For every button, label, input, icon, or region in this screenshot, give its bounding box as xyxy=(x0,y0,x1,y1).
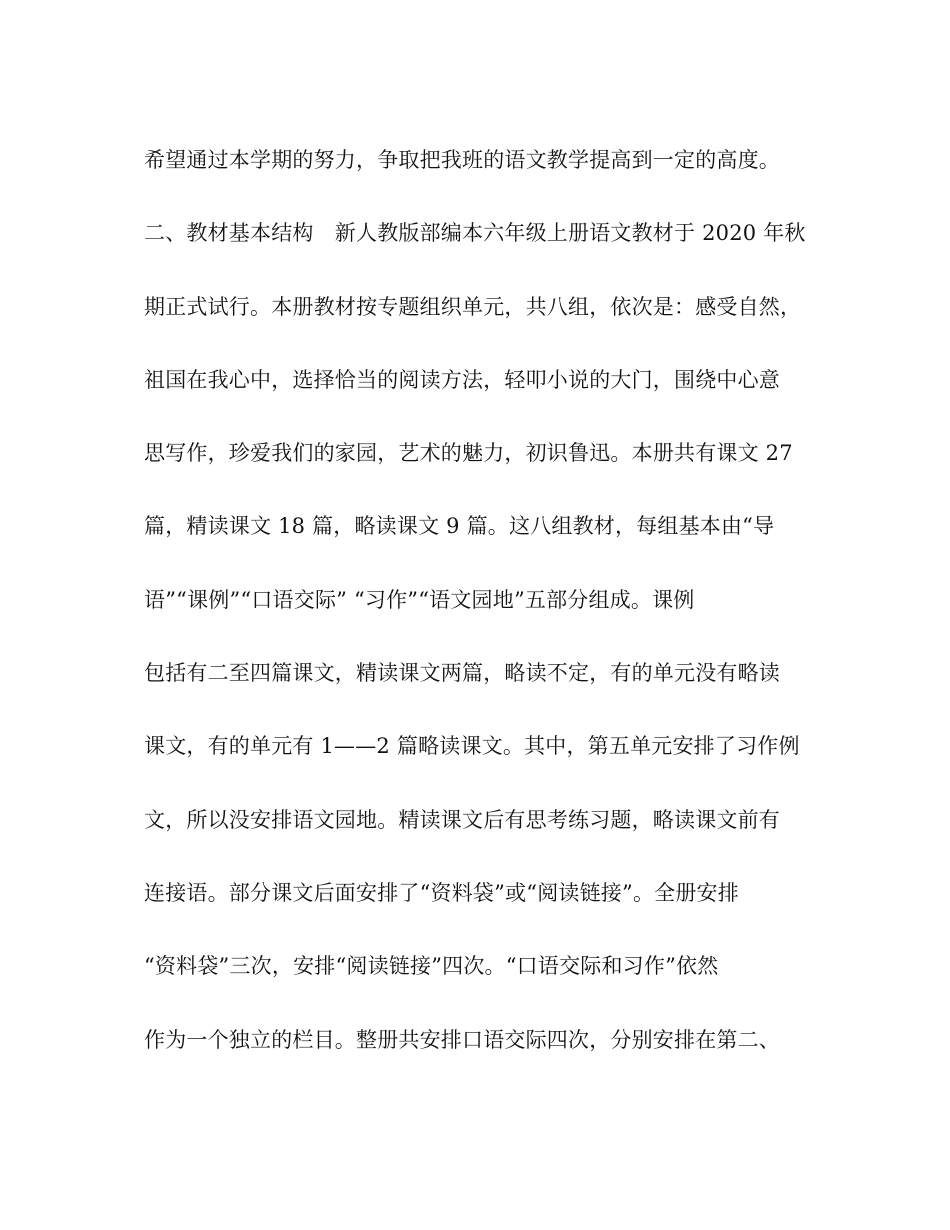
body-text xyxy=(144,136,824,1089)
text-line-2: 二、教材基本结构 新人教版部编本六年级上册语文教材于 2020 年秋 xyxy=(144,221,806,246)
text-line-3: 期正式试行。本册教材按专题组织单元，共八组，依次是：感受自然， xyxy=(144,294,802,319)
text-line-9: 课文，有的单元有 1——2 篇略读课文。其中，第五单元安排了习作例 xyxy=(144,734,800,759)
text-line-11: 连接语。部分课文后面安排了“资料袋”或“阅读链接”。全册安排 xyxy=(144,880,739,905)
text-line-8: 包括有二至四篇课文，精读课文两篇，略读不定，有的单元没有略读 xyxy=(144,661,780,686)
text-line-1: 希望通过本学期的努力，争取把我班的语文教学提高到一定的高度。 xyxy=(144,148,780,172)
text-line-12: “资料袋”三次，安排“阅读链接”四次。“口语交际和习作”依然 xyxy=(144,954,719,979)
text-line-6: 篇，精读课文 18 篇，略读课文 9 篇。这八组教材，每组基本由“导 xyxy=(144,514,775,539)
text-line-5: 思写作，珍爱我们的家园，艺术的魅力，初识鲁迅。本册共有课文 27 xyxy=(144,441,793,466)
text-line-4: 祖国在我心中，选择恰当的阅读方法，轻叩小说的大门，围绕中心意 xyxy=(144,367,780,392)
text-line-7: 语”“课例”“口语交际” “习作”“语文园地”五部分组成。课例 xyxy=(144,587,695,612)
text-line-10: 文，所以没安排语文园地。精读课文后有思考练习题，略读课文前有 xyxy=(144,807,780,832)
text-line-13: 作为一个独立的栏目。整册共安排口语交际四次，分别安排在第二、 xyxy=(144,1027,780,1052)
